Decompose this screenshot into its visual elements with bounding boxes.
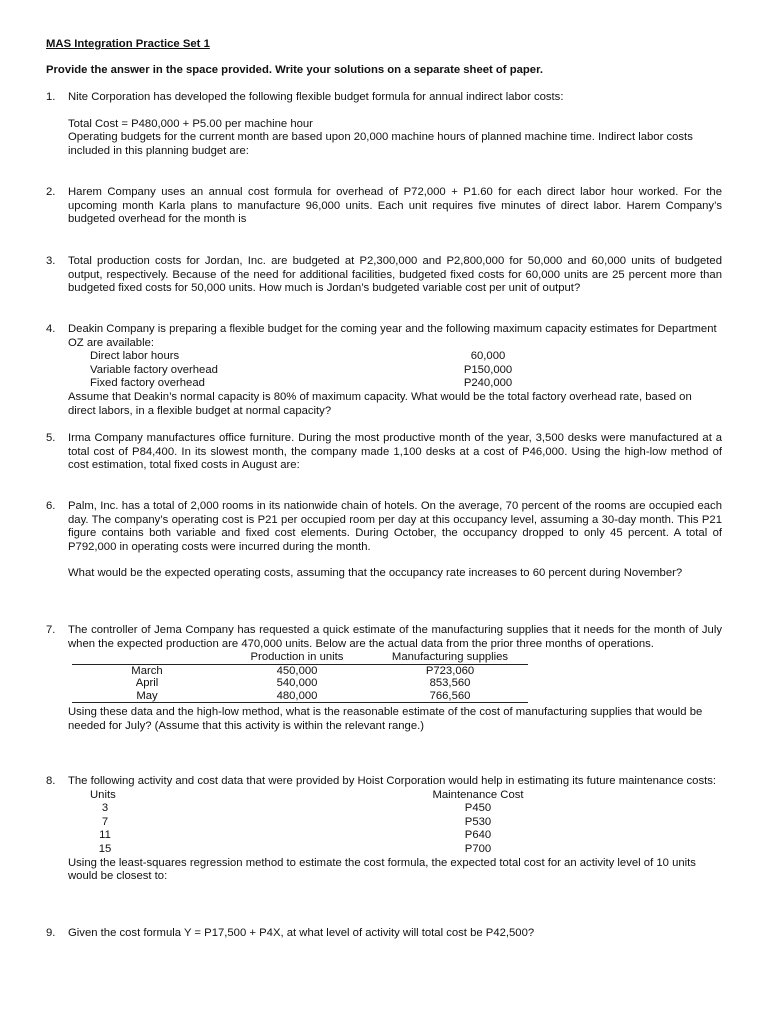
units-cell: 540,000 xyxy=(276,677,318,690)
table-row xyxy=(68,816,722,830)
month-cell: May xyxy=(72,690,222,703)
table-row xyxy=(68,829,722,843)
instructions: Provide the answer in the space provided. Write your solutions on a separate sheet of paper. xyxy=(46,64,543,76)
question-text: Total production costs for Jordan, Inc. are budgeted at P2,300,000 and P2,800,000 for 50,000 and 60,000 units of budgeted output, respectively. Because of the need for additional facilities, budgeted fixed costs for 60,000 units are 25 percent more than budgeted fixed costs for 50,000 units. How much is Jordan’s budgeted variable cost per unit of output? xyxy=(68,255,722,295)
question-text: The controller of Jema Company has requested a quick estimate of the manufacturing supplies that it needs for the month of July when the expected production are 470,000 units. Below are the actual data from the prior three months of operations. xyxy=(68,624,722,650)
question-5 xyxy=(46,432,722,473)
question-text-2: Using the least-squares regression method to estimate the cost formula, the expected total cost for an activity level of 10 units would be closest to: xyxy=(68,856,696,883)
units-cell: 450,000 xyxy=(276,664,318,677)
question-6 xyxy=(46,500,722,581)
question-7 xyxy=(46,624,722,733)
cost-cell: P700 xyxy=(464,842,492,855)
table-row xyxy=(72,677,528,690)
question-text-2: Using these data and the high-low method, what is the reasonable estimate of the cost of manufacturing supplies that would be needed for July? (Assume that this activity is within the relevant range.) xyxy=(68,706,703,732)
capacity-label: Fixed factory overhead xyxy=(90,377,205,390)
production-table xyxy=(72,651,528,703)
month-cell: March xyxy=(131,664,163,677)
question-text: Deakin Company is preparing a flexible budget for the coming year and the following maximum capacity estimates for Department OZ are available: xyxy=(68,323,717,349)
units-cell: 7 xyxy=(101,815,109,828)
units-header: Units xyxy=(90,788,116,801)
capacity-row xyxy=(68,377,722,391)
question-text: Palm, Inc. has a total of 2,000 rooms in its nationwide chain of hotels. On the average, 70 percent of the rooms are occupied each day. The company’s operating cost is P21 per occupied room per day at this occupancy level, assuming a 30-day month. This P21 figure contains both variable and fixed cost elements. During October, the occupancy dropped to only 45 percent. A total of P792,000 in operating costs were incurred during the month. xyxy=(68,500,722,553)
capacity-label: Variable factory overhead xyxy=(90,363,218,376)
cost-cell: P640 xyxy=(464,829,492,842)
table-row xyxy=(72,664,528,677)
question-text-2: Operating budgets for the current month are based upon 20,000 machine hours of planned machine time. Indirect labor costs included in this planning budget are: xyxy=(68,131,693,157)
question-number: 1. xyxy=(46,91,56,103)
question-text: Nite Corporation has developed the following flexible budget formula for annual indirect labor costs: xyxy=(68,91,564,103)
question-number: 4. xyxy=(46,323,56,335)
cost-cell: P450 xyxy=(464,802,492,815)
units-cell: 15 xyxy=(98,842,112,855)
units-cell: 3 xyxy=(101,802,109,815)
table-header-row xyxy=(72,651,528,664)
question-3 xyxy=(46,255,722,296)
question-number: 8. xyxy=(46,775,56,787)
units-header-row xyxy=(68,789,722,803)
question-9 xyxy=(46,927,722,941)
cost-formula: Total Cost = P480,000 + P5.00 per machine hour xyxy=(68,117,313,130)
table-header: Production in units xyxy=(222,651,372,664)
table-row xyxy=(68,802,722,816)
document-title: MAS Integration Practice Set 1 xyxy=(46,38,210,50)
question-number: 5. xyxy=(46,432,56,444)
table-header: Manufacturing supplies xyxy=(372,651,528,664)
question-number: 9. xyxy=(46,927,56,939)
question-number: 7. xyxy=(46,624,56,636)
question-text-2: Assume that Deakin’s normal capacity is 80% of maximum capacity. What would be the total factory overhead rate, based on direct labors, in a flexible budget at normal capacity? xyxy=(68,390,692,417)
capacity-value: 60,000 xyxy=(470,350,506,363)
question-text: Harem Company uses an annual cost formula for overhead of P72,000 + P1.60 for each direct labor hour worked. For the upcoming month Karla plans to manufacture 96,000 units. Each unit requires five minutes of direct labor. Harem Company’s budgeted overhead for the month is xyxy=(68,186,722,226)
capacity-value: P150,000 xyxy=(463,363,513,376)
question-text-2: What would be the expected operating costs, assuming that the occupancy rate increases to 60 percent during November? xyxy=(68,567,683,580)
table-header xyxy=(72,651,222,664)
question-text: The following activity and cost data that were provided by Hoist Corporation would help in estimating its future maintenance costs: xyxy=(68,775,717,787)
question-1 xyxy=(46,91,722,158)
month-cell: April xyxy=(135,677,159,690)
question-4 xyxy=(46,323,722,418)
cost-header: Maintenance Cost xyxy=(432,788,524,801)
capacity-row xyxy=(68,364,722,378)
supplies-cell: 853,560 xyxy=(429,677,471,690)
supplies-cell: P723,060 xyxy=(425,664,475,677)
question-2 xyxy=(46,186,722,227)
supplies-cell: 766,560 xyxy=(372,690,528,703)
capacity-value: P240,000 xyxy=(463,377,513,390)
units-cell: 11 xyxy=(99,829,111,842)
capacity-row xyxy=(68,350,722,364)
cost-cell: P530 xyxy=(464,815,492,828)
question-text: Irma Company manufactures office furniture. During the most productive month of the year, 3,500 desks were manufactured at a total cost of P84,400. In its slowest month, the company made 1,100 desks at a cost of P46,000. Using the high-low method of cost estimation, total fixed costs in August are: xyxy=(68,432,722,472)
question-number: 2. xyxy=(46,186,56,198)
table-row xyxy=(68,843,722,857)
question-8 xyxy=(46,775,722,884)
question-number: 6. xyxy=(46,500,56,512)
question-text: Given the cost formula Y = P17,500 + P4X, at what level of activity will total cost be P42,500? xyxy=(68,927,535,939)
question-number: 3. xyxy=(46,255,56,267)
table-row xyxy=(72,690,528,703)
capacity-label: Direct labor hours xyxy=(90,350,180,363)
units-cell: 480,000 xyxy=(222,690,372,703)
